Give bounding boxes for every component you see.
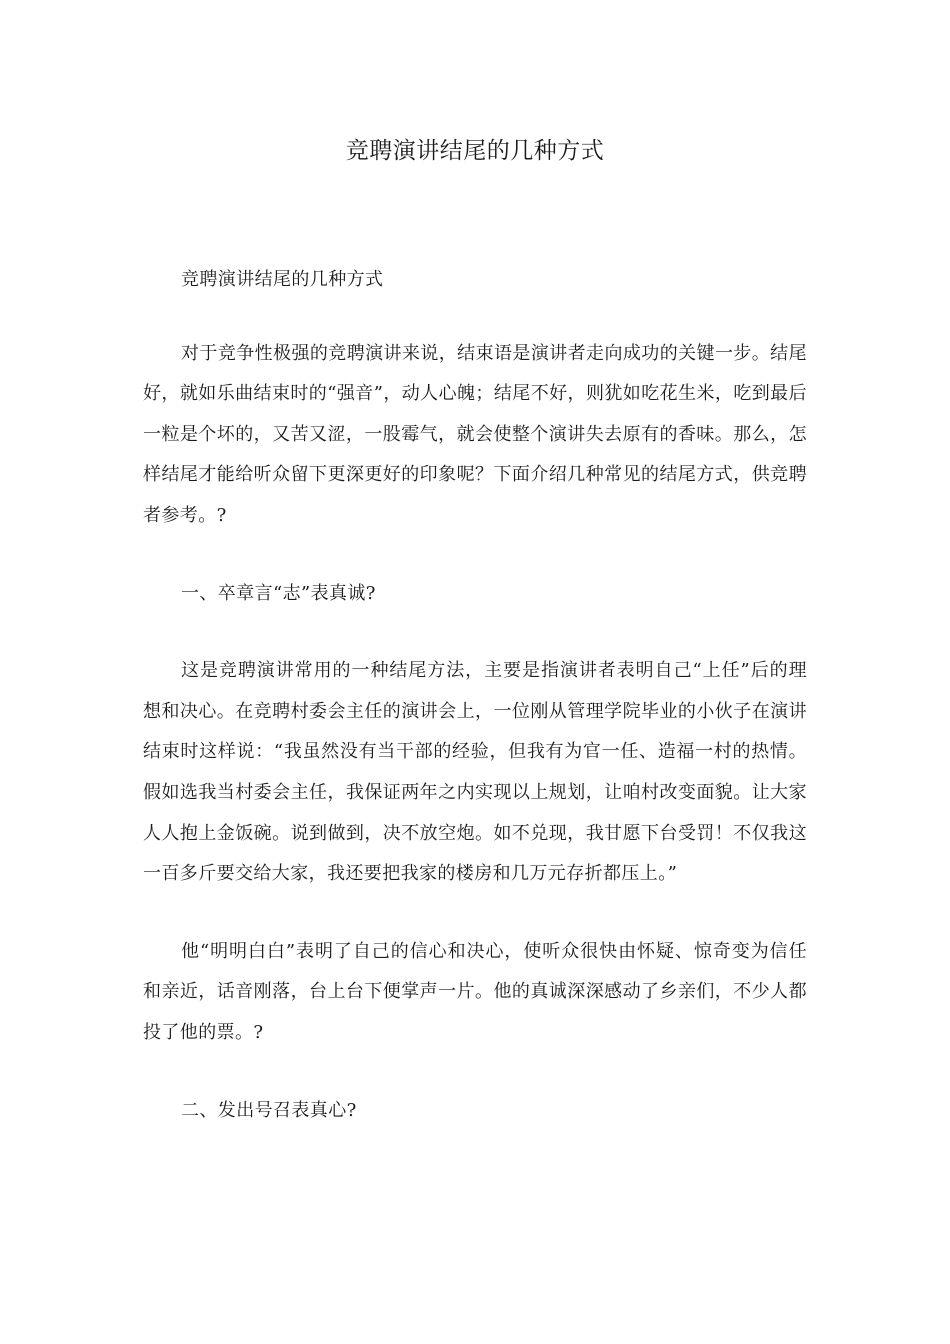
paragraph-gap <box>143 1054 807 1091</box>
paragraph-gap <box>143 537 807 574</box>
paragraph-gap <box>143 301 807 334</box>
body-paragraph: 他“明明白白”表明了自己的信心和决心，使听众很快由怀疑、惊奇变为信任和亲近，话音刚落，台上台下便掌声一片。他的真诚深深感动了乡亲们，不少人都投了他的票。? <box>143 940 807 1043</box>
document-title: 竞聘演讲结尾的几种方式 <box>345 138 605 164</box>
section-heading-2: 二、发出号召表真心? <box>181 1099 357 1121</box>
paragraph-gap <box>143 895 807 932</box>
document-body <box>143 260 807 1131</box>
section-heading-1: 一、卒章言“志”表真诚? <box>181 582 376 604</box>
subtitle-paragraph: 竞聘演讲结尾的几种方式 <box>181 269 384 290</box>
body-paragraph: 这是竞聘演讲常用的一种结尾方法，主要是指演讲者表明自己“上任”后的理想和决心。在竞聘村委会主任的演讲会上，一位刚从管理学院毕业的小伙子在演讲结束时这样说：“我虽然没有当干部的经验，但我有为官一任、造福一村的热情。假如选我当村委会主任，我保证两年之内实现以上规划，让咱村改变面貌。让大家人人抱上金饭碗。说到做到，决不放空炮。如不兑现，我甘愿下台受罚！不仅我这一百多斤要交给大家，我还要把我家的楼房和几万元存折都压上。” <box>143 660 807 885</box>
intro-paragraph: 对于竞争性极强的竞聘演讲来说，结束语是演讲者走向成功的关键一步。结尾好，就如乐曲结束时的“强音”，动人心魄；结尾不好，则犹如吃花生米，吃到最后一粒是个坏的，又苦又涩，一股霉气，就会使整个演讲失去原有的香味。那么，怎样结尾才能给听众留下更深更好的印象呢？下面介绍几种常见的结尾方式，供竞聘者参考。? <box>143 342 807 526</box>
paragraph-gap <box>143 614 807 651</box>
